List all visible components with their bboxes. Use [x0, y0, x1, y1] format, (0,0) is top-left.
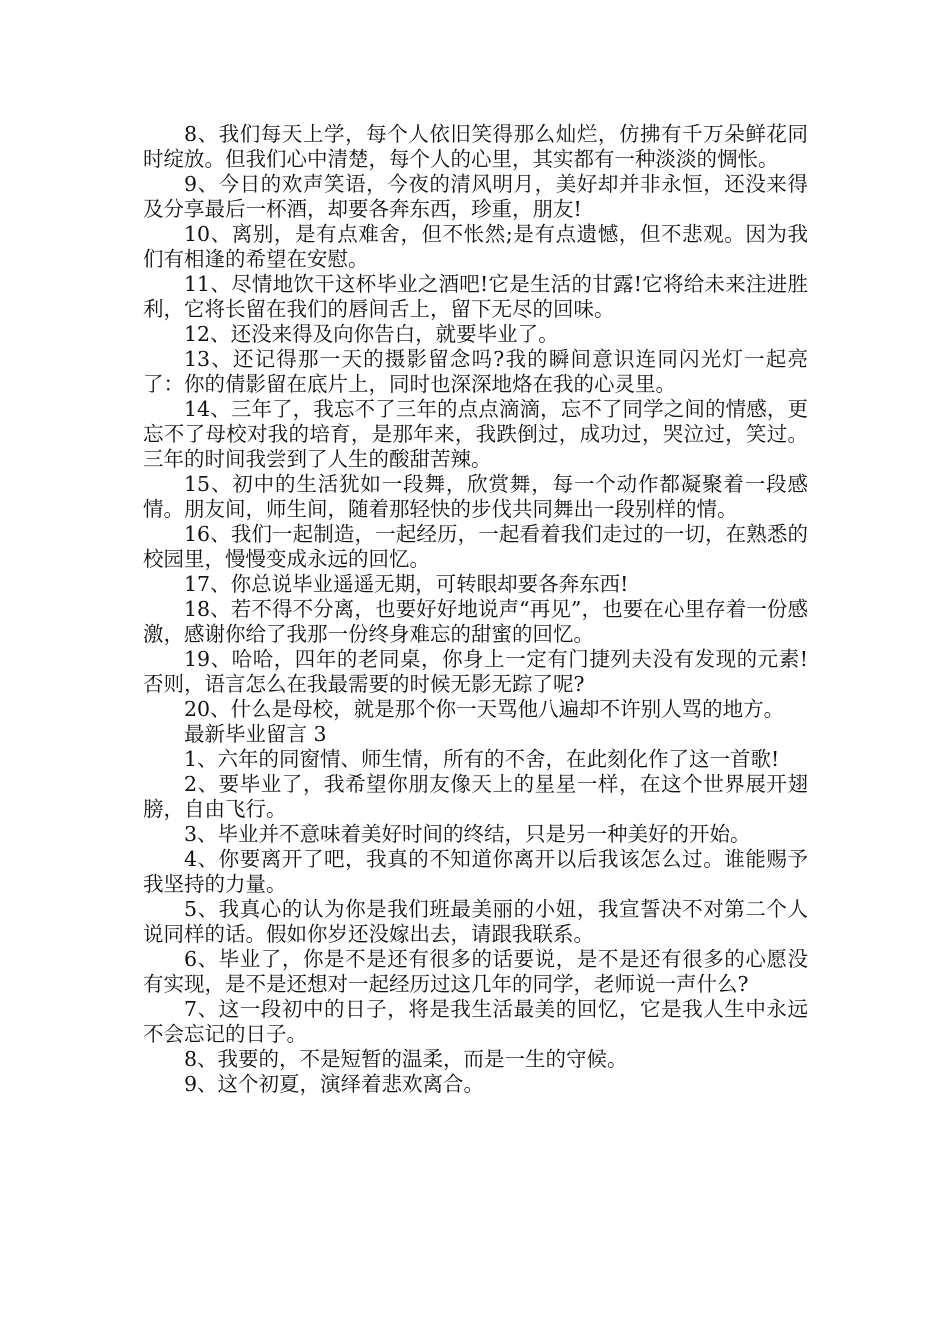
paragraph: 17、你总说毕业遥遥无期，可转眼却要各奔东西!	[184, 572, 629, 596]
paragraph: 9、今日的欢声笑语，今夜的清风明月，美好却并非永恒，还没来得及分享最后一杯酒，却要各奔东西，珍重，朋友!	[143, 172, 808, 221]
paragraph: 16、我们一起制造，一起经历，一起看着我们走过的一切，在熟悉的校园里，慢慢变成永远的回忆。	[143, 522, 808, 571]
paragraph: 2、要毕业了，我希望你朋友像天上的星星一样，在这个世界展开翅膀，自由飞行。	[143, 772, 808, 821]
paragraph: 6、毕业了，你是不是还有很多的话要说，是不是还有很多的心愿没有实现，是不是还想对一起经历过这几年的同学，老师说一声什么?	[143, 947, 808, 996]
paragraph: 3、毕业并不意味着美好时间的终结，只是另一种美好的开始。	[184, 822, 751, 846]
section-title: 最新毕业留言 3	[184, 722, 327, 746]
paragraph: 8、我要的，不是短暂的温柔，而是一生的守候。	[184, 1047, 628, 1071]
paragraph: 4、你要离开了吧，我真的不知道你离开以后我该怎么过。谁能赐予我坚持的力量。	[143, 847, 808, 896]
document-body	[143, 122, 808, 1097]
paragraph: 12、还没来得及向你告白，就要毕业了。	[184, 322, 559, 346]
paragraph: 9、这个初夏，演绎着悲欢离合。	[184, 1072, 485, 1096]
paragraph: 5、我真心的认为你是我们班最美丽的小妞，我宣誓决不对第二个人说同样的话。假如你岁还没嫁出去，请跟我联系。	[143, 897, 808, 946]
paragraph: 20、什么是母校，就是那个你一天骂他八遍却不许别人骂的地方。	[184, 697, 785, 721]
paragraph: 19、哈哈，四年的老同桌，你身上一定有门捷列夫没有发现的元素!否则，语言怎么在我最需要的时候无影无踪了呢?	[143, 647, 808, 696]
paragraph: 13、还记得那一天的摄影留念吗?我的瞬间意识连同闪光灯一起亮了：你的倩影留在底片上，同时也深深地烙在我的心灵里。	[143, 347, 808, 396]
paragraph: 14、三年了，我忘不了三年的点点滴滴，忘不了同学之间的情感，更忘不了母校对我的培育，是那年来，我跌倒过，成功过，哭泣过，笑过。三年的时间我尝到了人生的酸甜苦辣。	[143, 397, 808, 471]
paragraph: 7、这一段初中的日子，将是我生活最美的回忆，它是我人生中永远不会忘记的日子。	[143, 997, 808, 1046]
paragraph: 18、若不得不分离，也要好好地说声“再见”，也要在心里存着一份感激，感谢你给了我那一份终身难忘的甜蜜的回忆。	[143, 597, 808, 646]
paragraph: 1、六年的同窗情、师生情，所有的不舍，在此刻化作了这一首歌!	[184, 747, 780, 771]
paragraph: 10、离别，是有点难舍，但不怅然;是有点遗憾，但不悲观。因为我们有相逢的希望在安慰。	[143, 222, 808, 271]
paragraph: 11、尽情地饮干这杯毕业之酒吧!它是生活的甘露!它将给未来注进胜利，它将长留在我们的唇间舌上，留下无尽的回味。	[143, 272, 808, 321]
paragraph: 8、我们每天上学，每个人依旧笑得那么灿烂，仿拂有千万朵鲜花同时绽放。但我们心中清楚，每个人的心里，其实都有一种淡淡的惆怅。	[143, 122, 808, 171]
paragraph: 15、初中的生活犹如一段舞，欣赏舞，每一个动作都凝聚着一段感情。朋友间，师生间，随着那轻快的步伐共同舞出一段别样的情。	[143, 472, 808, 521]
